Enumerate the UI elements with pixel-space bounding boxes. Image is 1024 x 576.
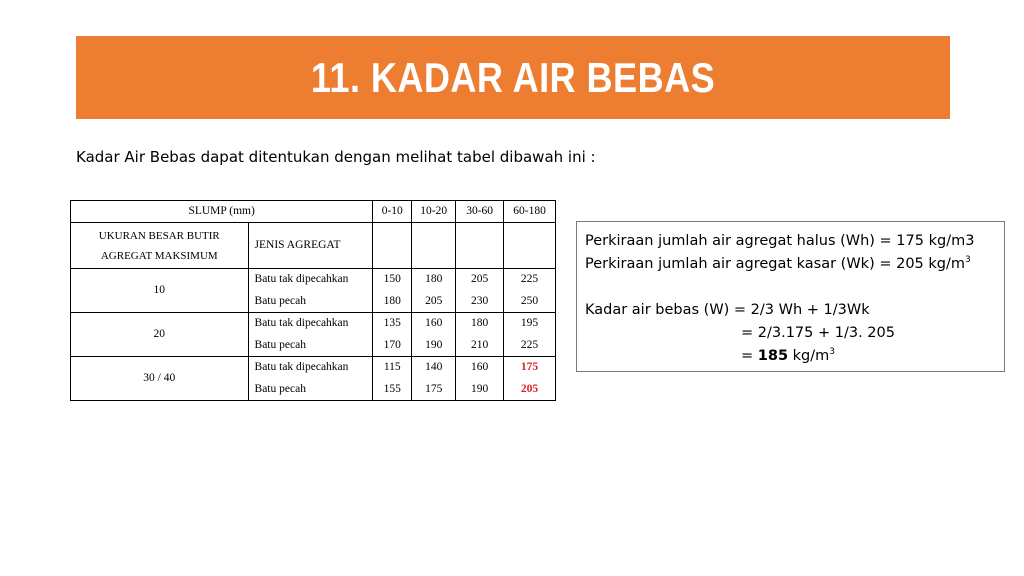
slump-col-header: 60-180 xyxy=(504,201,556,223)
spacer xyxy=(585,276,1004,299)
calculation-box xyxy=(576,221,1005,372)
slump-col-header: 10-20 xyxy=(412,201,456,223)
value-cell: 135 xyxy=(373,313,412,335)
value-cell: 205 xyxy=(412,291,456,313)
slump-col-header: 30-60 xyxy=(456,201,504,223)
highlighted-value-cell: 175 xyxy=(504,357,556,379)
value-cell: 230 xyxy=(456,291,504,313)
value-cell: 195 xyxy=(504,313,556,335)
size-cell: 30 / 40 xyxy=(71,357,249,401)
value-cell: 250 xyxy=(504,291,556,313)
value-cell: 140 xyxy=(412,357,456,379)
empty-cell xyxy=(373,223,412,269)
slide-title: 11. KADAR AIR BEBAS xyxy=(310,53,716,101)
value-cell: 190 xyxy=(456,379,504,401)
intro-text: Kadar Air Bebas dapat ditentukan dengan melihat tabel dibawah ini : xyxy=(76,148,596,166)
value-cell: 160 xyxy=(456,357,504,379)
substitution-line: = 2/3.175 + 1/3. 205 xyxy=(741,325,895,341)
type-header: JENIS AGREGAT xyxy=(248,223,373,269)
size-header-line-2: AGREGAT MAKSIMUM xyxy=(100,249,218,262)
slump-header: SLUMP (mm) xyxy=(71,201,373,223)
result-unit-exponent: 3 xyxy=(829,347,836,357)
value-cell: 225 xyxy=(504,269,556,291)
empty-cell xyxy=(412,223,456,269)
wh-estimate: Perkiraan jumlah air agregat halus (Wh) = 175 kg/m3 xyxy=(585,233,975,249)
empty-cell xyxy=(504,223,556,269)
size-cell: 20 xyxy=(71,313,249,357)
result-value: 185 xyxy=(757,348,789,364)
value-cell: 160 xyxy=(412,313,456,335)
value-cell: 155 xyxy=(373,379,412,401)
size-header xyxy=(71,223,249,269)
value-cell: 180 xyxy=(412,269,456,291)
type-cell: Batu tak dipecahkan xyxy=(248,313,373,335)
wk-estimate-text: Perkiraan jumlah air agregat kasar (Wk) = 205 kg/m xyxy=(585,256,965,272)
value-cell: 150 xyxy=(373,269,412,291)
value-cell: 190 xyxy=(412,335,456,357)
value-cell: 205 xyxy=(456,269,504,291)
type-cell: Batu tak dipecahkan xyxy=(248,357,373,379)
type-cell: Batu pecah xyxy=(248,335,373,357)
empty-cell xyxy=(456,223,504,269)
wk-estimate xyxy=(585,253,1004,276)
result-prefix: = xyxy=(741,348,758,364)
formula-line: Kadar air bebas (W) = 2/3 Wh + 1/3Wk xyxy=(585,302,870,318)
slump-col-header: 0-10 xyxy=(373,201,412,223)
type-cell: Batu tak dipecahkan xyxy=(248,269,373,291)
size-cell: 10 xyxy=(71,269,249,313)
size-header-line-1: UKURAN BESAR BUTIR xyxy=(98,229,220,242)
title-bar xyxy=(76,36,950,119)
type-cell: Batu pecah xyxy=(248,291,373,313)
value-cell: 180 xyxy=(456,313,504,335)
value-cell: 170 xyxy=(373,335,412,357)
result-unit: kg/m xyxy=(788,348,830,364)
value-cell: 225 xyxy=(504,335,556,357)
type-cell: Batu pecah xyxy=(248,379,373,401)
value-cell: 115 xyxy=(373,357,412,379)
highlighted-value-cell: 205 xyxy=(504,379,556,401)
result-line xyxy=(585,345,1004,368)
value-cell: 175 xyxy=(412,379,456,401)
wk-unit-exponent: 3 xyxy=(965,255,971,265)
value-cell: 180 xyxy=(373,291,412,313)
slump-table xyxy=(70,200,556,401)
value-cell: 210 xyxy=(456,335,504,357)
